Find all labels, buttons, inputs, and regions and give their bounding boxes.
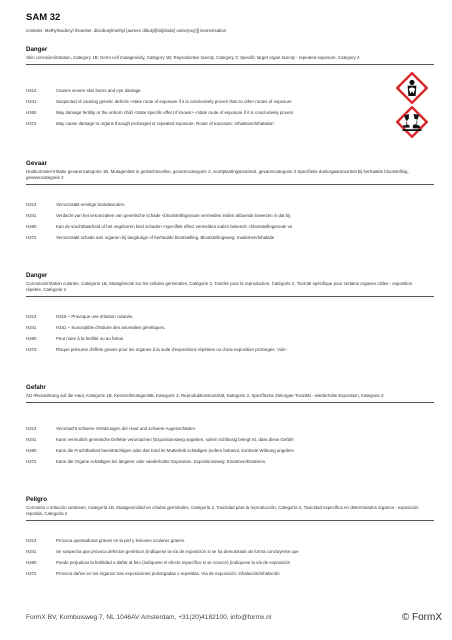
- hazard-code: H360: [26, 560, 37, 565]
- classification-text: Huidcorrosie/-irritatie gevarencategorie 1B, Mutageniteit in geslachtscellen, gevarencategorie 2, voortplantingstoxiciteit, gevarencategorie 2 Specifieke doelorgaantoxiciteit bij herhaalde blootstelling, gevarencategorie 2: [26, 169, 409, 181]
- hazard-code: H314: [26, 426, 37, 431]
- hazard-text: Veroorzaakt schade aan organen bij langdurige of herhaalde blootstelling. Blootstellingsweg: Inademen/Inhalatie: [56, 235, 275, 240]
- hazard-code: H360: [26, 110, 37, 115]
- footer-address: FormX BV, Kombuisweg 7, NL 1046AV Amsterdam, +31(20)4182100, info@formx.nl: [26, 614, 272, 621]
- hazard-text: Provoca quemaduras graves en la piel y lesiones oculares graves.: [56, 538, 186, 543]
- section-heading: Gefahr: [26, 384, 46, 391]
- hazard-code: H372: [26, 571, 37, 576]
- contains-line: contains: Methylisodecyl thioester, diisobutylmethyl [aureen dibutyl[bis[diode] oxine(oxy)]] isomerisation: [26, 28, 227, 33]
- section-heading: Peligro: [26, 496, 47, 503]
- divider: [26, 64, 434, 65]
- hazard-text: Peut nuire à la fertilité ou au fœtus.: [56, 336, 125, 341]
- classification-text: Corrosion/irritation cutanée, Catégorie 1B, Mutagénicité sur les cellules germinales, Catégorie 2, Toxicité pour la reproduction, Catégorie 2, Toxicité spécifique pour certains organes cibles - exposition répétée, Catégorie 2: [26, 281, 413, 293]
- hazard-code: H341: [26, 549, 37, 554]
- classification-text: Corrosión o irritación cutáneas, Categoría 1B, Mutagenicidad en células germinales, Categoría 2, Toxicidad para la reproducción, Categoría 2, Toxicidad específica en determinados órganos - exposición repetida, Categoría 2: [26, 505, 419, 517]
- hazard-code: H341: [26, 325, 37, 330]
- hazard-text: Risque présumé d'effets graves pour les organes à la suite d'expositions répétées ou d'une exposition prolongée. Voie :: [56, 347, 289, 352]
- hazard-text: May damage fertility or the unborn child <state specific effect if known> <state route of exposure if it is conclusively proven: [56, 110, 294, 115]
- divider: [26, 184, 434, 185]
- hazard-code: H373: [26, 347, 37, 352]
- hazard-code: H372: [26, 459, 37, 464]
- hazard-code: H314: [26, 88, 37, 93]
- corrosion-icon: [396, 106, 428, 138]
- hazard-text: H341 – Susceptible d'induire des anomalies génétiques.: [56, 325, 166, 330]
- hazard-code: H360: [26, 336, 37, 341]
- section-dutch: [26, 160, 434, 250]
- section-heading: Danger: [26, 272, 48, 279]
- document-title: SAM 32: [26, 12, 61, 23]
- hazard-text: Provoca daños en los órganos tras exposiciones prolongadas o repetidas. Vía de exposición: Inhalación/Inhalación: [56, 571, 280, 576]
- hazard-code: H314: [26, 202, 37, 207]
- divider: [26, 296, 434, 297]
- divider: [26, 402, 434, 403]
- brand-mark: © FormX: [401, 612, 442, 623]
- hazard-code: H372: [26, 121, 37, 126]
- hazard-text: May cause damage to organs through prolonged or repeated exposure. Route of exposure: Inhalation/Inhalation: [56, 121, 274, 126]
- section-french: [26, 272, 434, 362]
- section-spanish: [26, 496, 434, 586]
- hazard-code: H360: [26, 448, 37, 453]
- section-english: [26, 46, 434, 136]
- divider: [26, 520, 434, 521]
- hazard-text: Veroorzaakt ernstige brandwonden.: [56, 202, 126, 207]
- hazard-text: Kann die Fruchtbarkeit beeinträchtigen oder das Kind im Mutterleib schädigen (sofern bekannt, konkrete Wirkung angeben: [56, 448, 294, 453]
- hazard-text: Causes severe skin burns and eye damage.: [56, 88, 142, 93]
- section-heading: Danger: [26, 46, 48, 53]
- hazard-text: H315 – Provoque une irritation cutanée.: [56, 314, 134, 319]
- hazard-code: H341: [26, 213, 37, 218]
- hazard-code: H314: [26, 314, 37, 319]
- hazard-text: Se sospecha que provoca defectos genéticos (indíquese la vía de exposición si se ha demostrado de forma concluyente que: [56, 549, 299, 554]
- section-german: [26, 384, 434, 474]
- hazard-text: Verdacht van het veroorzaken van genetische schade <blootstellingsroute vermelden indien afdoende bewezen is dat bij: [56, 213, 290, 218]
- hazard-code: H341: [26, 99, 37, 104]
- hazard-text: Verursacht schwere Verätzungen der Haut und schwere Augenschäden.: [56, 426, 197, 431]
- hazard-text: Kann die Organe schädigen bei längerer oder wiederholter Exposition. Expositionsweg: Einatmen/Einatmen.: [56, 459, 267, 464]
- hazard-code: H372: [26, 235, 37, 240]
- section-heading: Gevaar: [26, 160, 47, 167]
- hazard-code: H360: [26, 224, 37, 229]
- health-hazard-icon: [396, 72, 428, 104]
- hazard-text: Kann vermutlich genetische Defekte verursachen (Expositionsweg angeben, sofern schlüssig belegt ist, dass diese Gefahr: [56, 437, 294, 442]
- classification-text: Ätz-/Reizwirkung auf die Haut, Kategorie 1B, Keimzellmutagenität, Kategorie 2, Reproduktionstoxizität, Kategorie 2, Spezifische Zielorgan-Toxizität - wiederholte Exposition, Kategorie 2: [26, 393, 384, 398]
- hazard-text: Puede perjudicar la fertilidad o dañar al feto (indíquese el efecto específico si se conoce) (indíquese la vía de exposición: [56, 560, 291, 565]
- classification-text: Skin corrosion/irritation, Category 1B; Germ cell mutagenicity, Category 1B; Reproductive toxicity, Category 2; Specific target organ toxicity - repeated exposure, Category 2: [26, 55, 360, 60]
- hazard-text: Kan de vruchtbaarheid of het ongeboren kind schaden <specifiek effect vermelden indien bekend> <blootstellingsroute ve: [56, 224, 293, 229]
- hazard-code: H314: [26, 538, 37, 543]
- hazard-text: Suspected of causing genetic defects <state route of exposure if it is conclusively proven that no other routes of exposure: [56, 99, 292, 104]
- hazard-code: H341: [26, 437, 37, 442]
